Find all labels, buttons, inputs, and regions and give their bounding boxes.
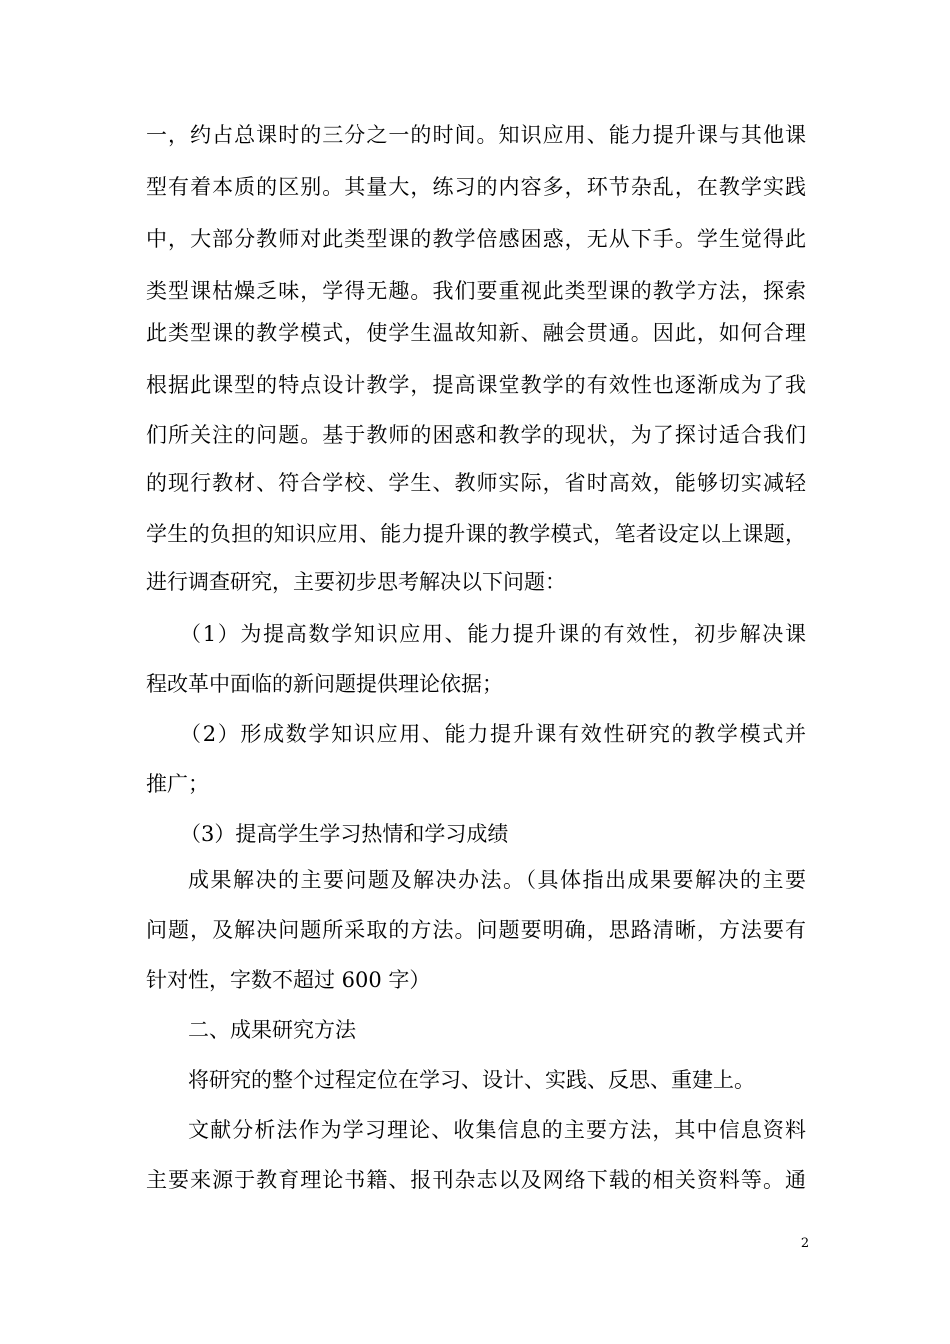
- text-line: 文献分析法作为学习理论、收集信息的主要方法，其中信息资料: [188, 1118, 806, 1142]
- text-line: 学生的负担的知识应用、能力提升课的教学模式，笔者设定以上课题，: [146, 522, 806, 546]
- list-item-2: （2）形成数学知识应用、能力提升课有效性研究的教学模式并: [180, 722, 806, 746]
- text-line: 主要来源于教育理论书籍、报刊杂志以及网络下载的相关资料等。通: [146, 1168, 806, 1192]
- page-number: 2: [800, 1236, 810, 1251]
- text-line: 进行调查研究，主要初步思考解决以下问题：: [146, 570, 566, 594]
- text-line: 程改革中面临的新问题提供理论依据；: [146, 672, 503, 696]
- text-line: 问题，及解决问题所采取的方法。问题要明确，思路清晰，方法要有: [146, 918, 806, 942]
- text-line: 中，大部分教师对此类型课的教学倍感困惑，无从下手。学生觉得此: [146, 227, 806, 251]
- text-line: 类型课枯燥乏味，学得无趣。我们要重视此类型课的教学方法，探索: [146, 279, 806, 303]
- text-line: 根据此课型的特点设计教学，提高课堂教学的有效性也逐渐成为了我: [146, 373, 806, 397]
- list-item-1: （1）为提高数学知识应用、能力提升课的有效性，初步解决课: [180, 622, 806, 646]
- text-line: 一，约占总课时的三分之一的时间。知识应用、能力提升课与其他课: [146, 123, 806, 147]
- text-line: 推广；: [146, 772, 209, 796]
- text-line: 将研究的整个过程定位在学习、设计、实践、反思、重建上。: [188, 1068, 755, 1092]
- section-heading: 二、成果研究方法: [188, 1018, 356, 1042]
- text-line: 们所关注的问题。基于教师的困惑和教学的现状，为了探讨适合我们: [146, 423, 806, 447]
- text-line: 的现行教材、符合学校、学生、教师实际，省时高效，能够切实减轻: [146, 471, 806, 495]
- list-item-3: （3）提高学生学习热情和学习成绩: [180, 822, 509, 846]
- text-line: 型有着本质的区别。其量大，练习的内容多，环节杂乱，在教学实践: [146, 175, 806, 199]
- text-line: 针对性，字数不超过 600 字）: [146, 968, 431, 992]
- text-line: 成果解决的主要问题及解决办法。（具体指出成果要解决的主要: [188, 868, 806, 892]
- text-line: 此类型课的教学模式，使学生温故知新、融会贯通。因此，如何合理: [146, 321, 806, 345]
